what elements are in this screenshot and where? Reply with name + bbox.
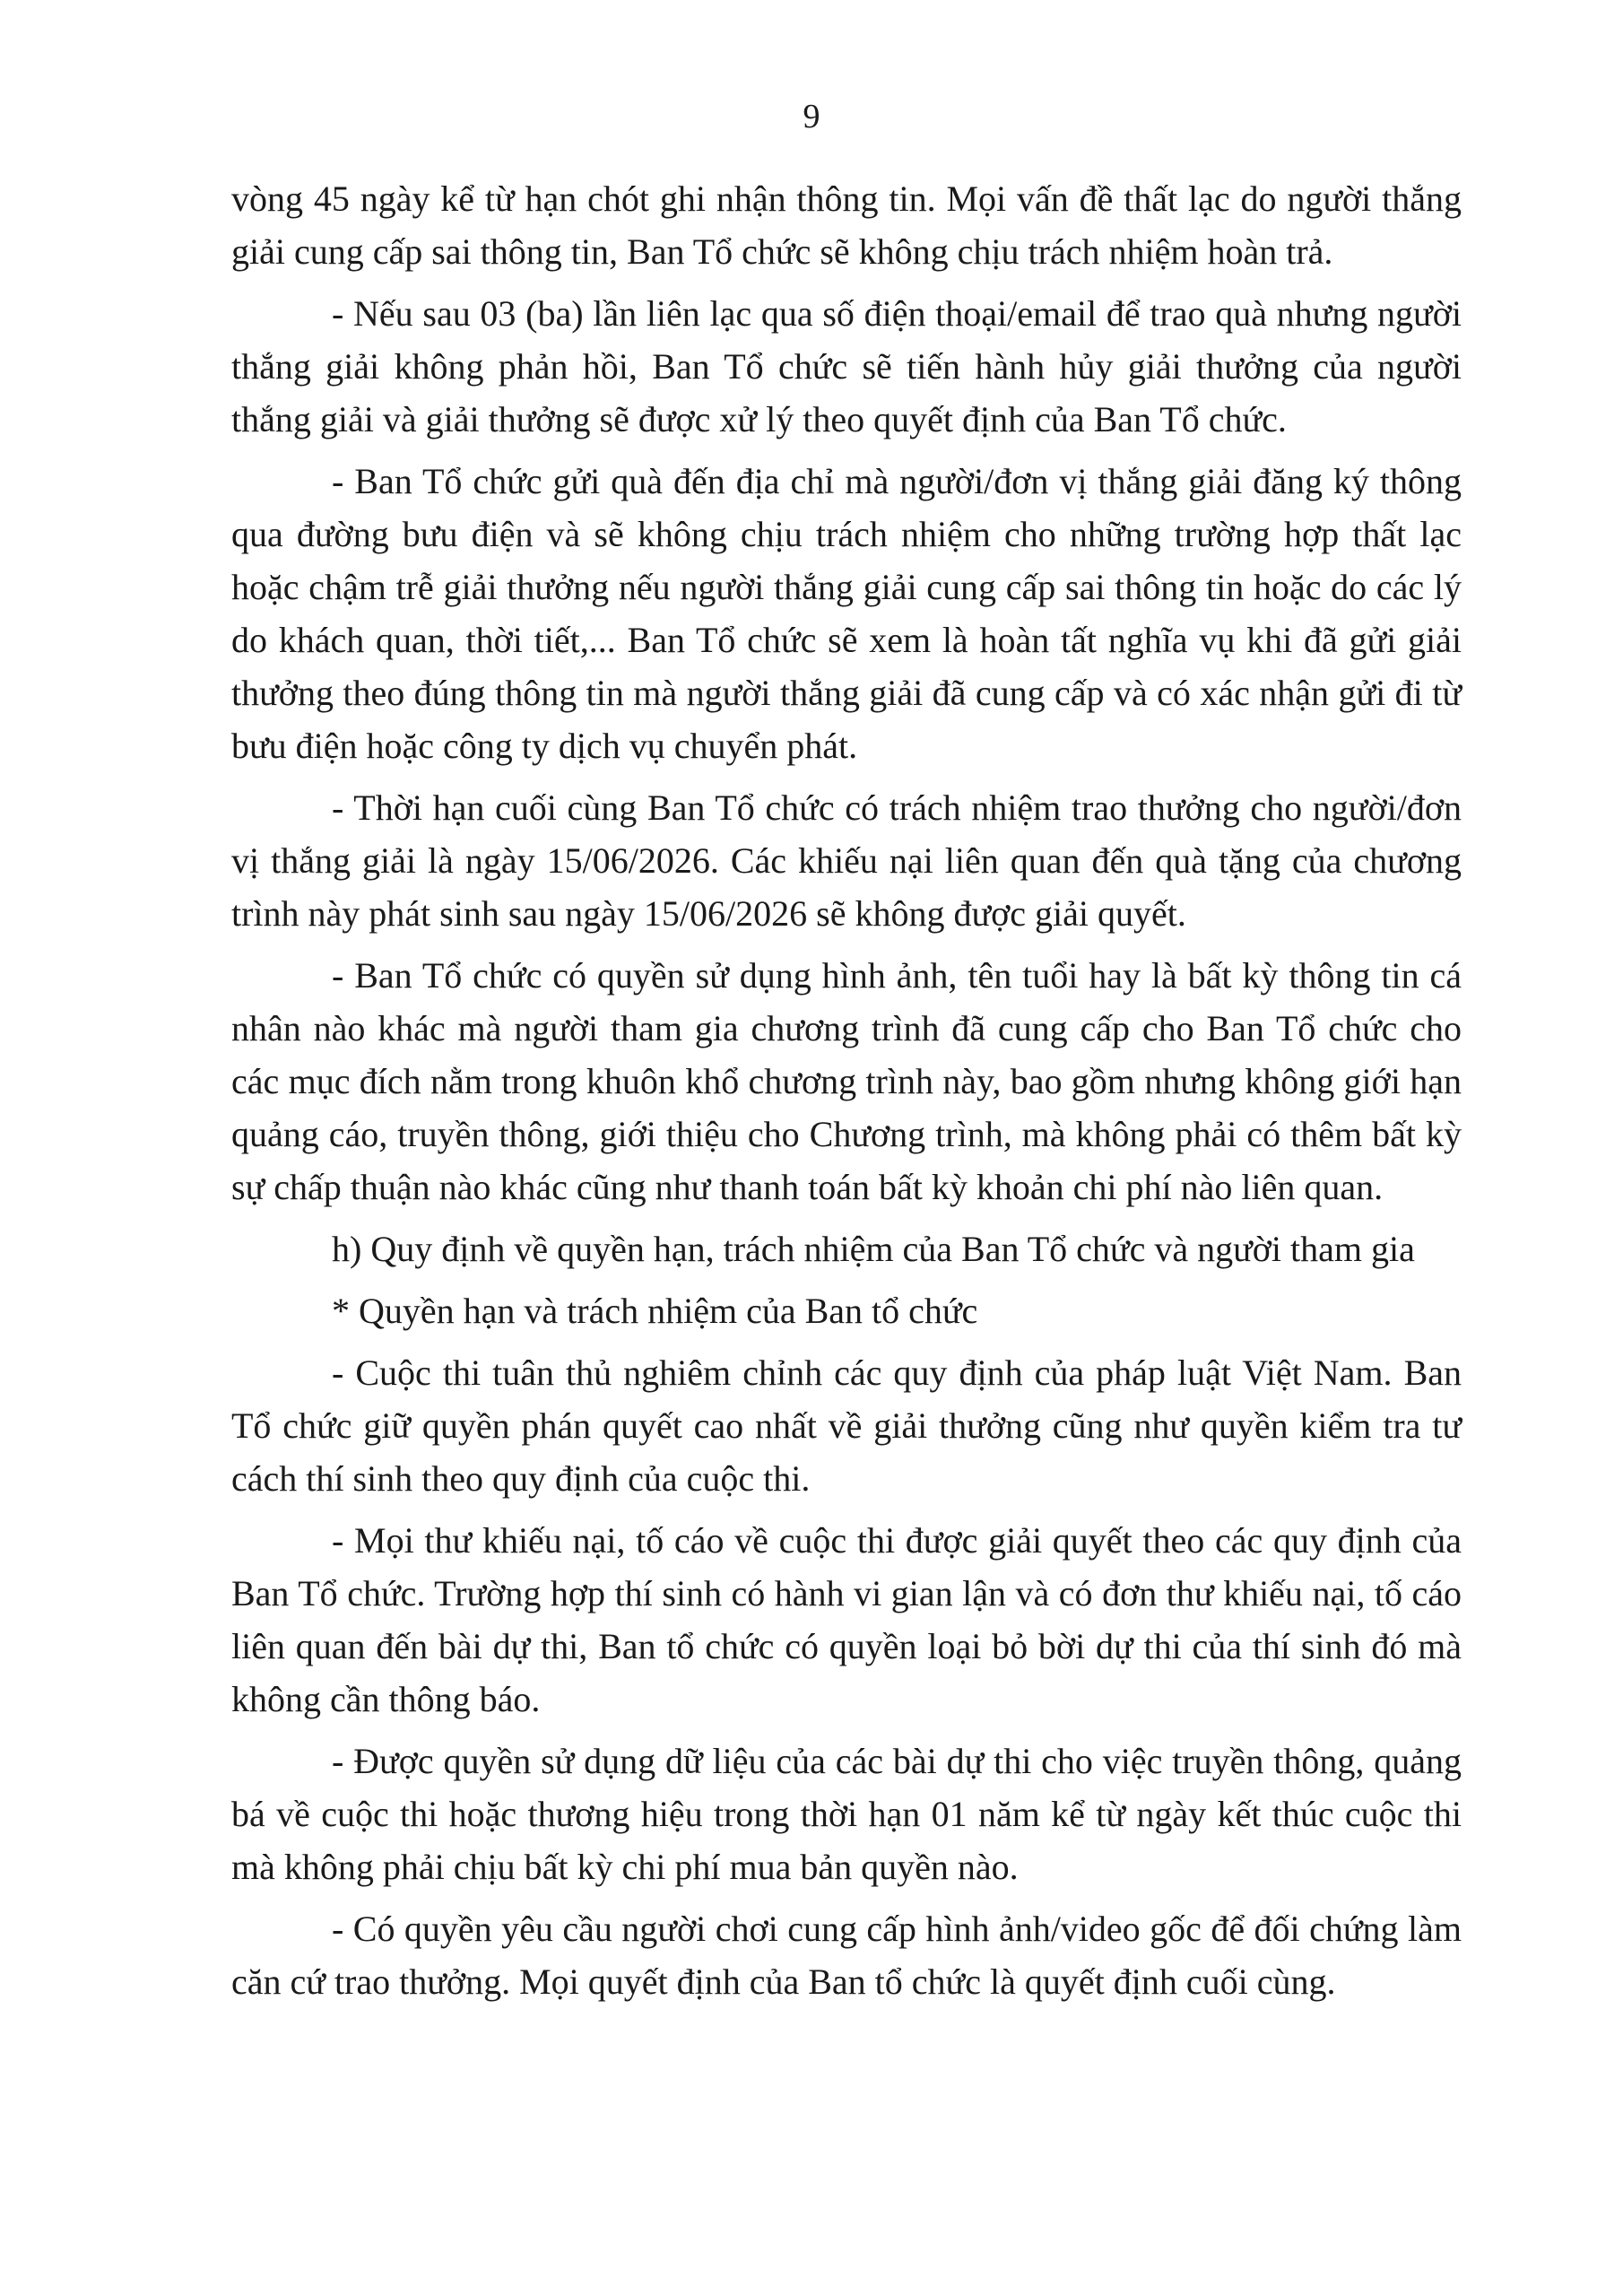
paragraph-data-usage: - Được quyền sử dụng dữ liệu của các bài dự thi cho việc truyền thông, quảng bá về cuộc thi hoặc thương hiệu trong thời hạn 01 năm kể từ ngày kết thúc cuộc thi mà không phải chịu bất kỳ chi phí mua bản quyền nào.: [231, 1741, 1462, 1887]
paragraph-law-compliance: - Cuộc thi tuân thủ nghiêm chỉnh các quy định của pháp luật Việt Nam. Ban Tổ chức giữ quyền phán quyết cao nhất về giải thưởng cũng như quyền kiểm tra tư cách thí sinh theo quy định của cuộc thi.: [231, 1352, 1462, 1499]
paragraph-image-rights: - Ban Tổ chức có quyền sử dụng hình ảnh, tên tuổi hay là bất kỳ thông tin cá nhân nào khác mà người tham gia chương trình đã cung cấp cho Ban Tổ chức cho các mục đích nằm trong khuôn khổ chương trình này, bao gồm nhưng không giới hạn quảng cáo, truyền thông, giới thiệu cho Chương trình, mà không phải có thêm bất kỳ sự chấp thuận nào khác cũng như thanh toán bất kỳ khoản chi phí nào liên quan.: [231, 955, 1462, 1207]
paragraph-original-media: - Có quyền yêu cầu người chơi cung cấp hình ảnh/video gốc để đối chứng làm căn cứ trao thưởng. Mọi quyết định của Ban tổ chức là quyết định cuối cùng.: [231, 1909, 1462, 2002]
page-number: 9: [803, 98, 820, 135]
paragraph-no-response: - Nếu sau 03 (ba) lần liên lạc qua số điện thoại/email để trao quà nhưng người thắng giải không phản hồi, Ban Tổ chức sẽ tiến hành hủy giải thưởng của người thắng giải và giải thưởng sẽ được xử lý theo quyết định của Ban Tổ chức.: [231, 293, 1462, 439]
paragraph-postal-delivery: - Ban Tổ chức gửi quà đến địa chỉ mà người/đơn vị thắng giải đăng ký thông qua đường bưu điện và sẽ không chịu trách nhiệm cho những trường hợp thất lạc hoặc chậm trễ giải thưởng nếu người thắng giải cung cấp sai thông tin hoặc do các lý do khách quan, thời tiết,... Ban Tổ chức sẽ xem là hoàn tất nghĩa vụ khi đã gửi giải thưởng theo đúng thông tin mà người thắng giải đã cung cấp và có xác nhận gửi đi từ bưu điện hoặc công ty dịch vụ chuyển phát.: [231, 461, 1462, 766]
paragraph-continuation: vòng 45 ngày kể từ hạn chót ghi nhận thông tin. Mọi vấn đề thất lạc do người thắng giải cung cấp sai thông tin, Ban Tổ chức sẽ không chịu trách nhiệm hoàn trả.: [231, 178, 1462, 272]
section-heading-h: h) Quy định về quyền hạn, trách nhiệm của Ban Tổ chức và người tham gia: [332, 1229, 1415, 1269]
document-body: [231, 172, 1462, 2017]
subsection-heading-organizer: * Quyền hạn và trách nhiệm của Ban tổ chức: [332, 1291, 978, 1331]
paragraph-award-deadline: - Thời hạn cuối cùng Ban Tổ chức có trách nhiệm trao thưởng cho người/đơn vị thắng giải là ngày 15/06/2026. Các khiếu nại liên quan đến quà tặng của chương trình này phát sinh sau ngày 15/06/2026 sẽ không được giải quyết.: [231, 787, 1462, 934]
paragraph-complaints: - Mọi thư khiếu nại, tố cáo về cuộc thi được giải quyết theo các quy định của Ban Tổ chức. Trường hợp thí sinh có hành vi gian lận và có đơn thư khiếu nại, tố cáo liên quan đến bài dự thi, Ban tổ chức có quyền loại bỏ bời dự thi của thí sinh đó mà không cần thông báo.: [231, 1520, 1462, 1719]
